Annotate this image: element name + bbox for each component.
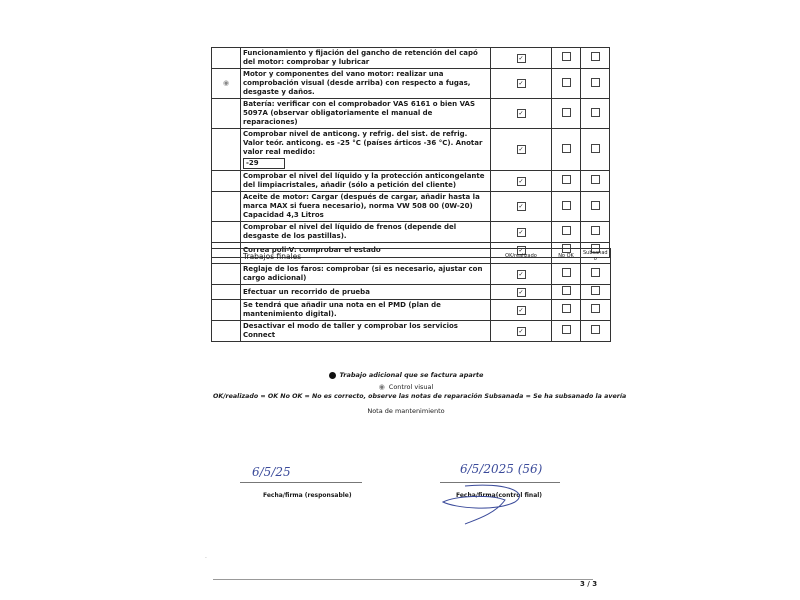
subsanado-checkbox[interactable] [591, 108, 600, 117]
no-ok-cell [552, 222, 581, 243]
ok-cell [491, 69, 552, 99]
no-ok-checkbox[interactable] [562, 175, 571, 184]
row-text: Comprobar el nivel del líquido y la protección anticongelante del limpiacristales, añadir (sólo a petición del cliente) [243, 172, 485, 189]
ok-checkbox[interactable]: ✓ [518, 203, 524, 210]
left-signature-label: Fecha/firma (responsable) [263, 492, 352, 499]
no-ok-cell [552, 69, 581, 99]
row-description [241, 321, 491, 342]
row-icon-cell [212, 321, 241, 342]
header-icon-cell [212, 249, 241, 264]
ok-cell [491, 300, 552, 321]
footer-line [213, 579, 593, 580]
final-works-title: Trabajos finales [241, 249, 491, 264]
no-ok-cell [552, 171, 581, 192]
subsanado-checkbox[interactable] [591, 175, 600, 184]
row-description [241, 99, 491, 129]
row-description [241, 192, 491, 222]
row-text: Reglaje de los faros: comprobar (si es necesario, ajustar con cargo adicional) [243, 265, 483, 282]
right-handwritten-date: 6/5/2025 (56) [460, 462, 543, 476]
row-text: Batería: verificar con el comprobador VAS 6161 o bien VAS 5097A (observar obligatoriamente el manual de reparaciones) [243, 100, 475, 126]
subsanado-checkbox[interactable] [591, 52, 600, 61]
ok-cell [491, 264, 552, 285]
legend-visual-check [211, 383, 601, 391]
no-ok-cell [552, 321, 581, 342]
ok-checkbox[interactable]: ✓ [518, 54, 524, 62]
row-icon-cell [212, 222, 241, 243]
no-ok-checkbox[interactable] [562, 108, 571, 117]
checklist-row [212, 285, 611, 300]
no-ok-cell [552, 285, 581, 300]
right-signature-label: Fecha/firma(control final) [456, 492, 543, 499]
subsanado-checkbox[interactable] [591, 144, 600, 153]
ok-checkbox[interactable]: ✓ [518, 177, 524, 185]
ok-cell [491, 285, 552, 300]
no-ok-checkbox[interactable] [562, 201, 571, 210]
row-description [241, 171, 491, 192]
no-ok-checkbox[interactable] [562, 226, 571, 235]
ok-checkbox[interactable]: ✓ [518, 270, 524, 278]
row-description [241, 69, 491, 99]
row-text: Aceite de motor: Cargar (después de cargar, añadir hasta la marca MAX si fuera necesario), norma VW 508 00 (0W-20) Capacidad 4,3 Litros [243, 193, 480, 219]
no-ok-cell [552, 264, 581, 285]
subsanado-cell [581, 300, 611, 321]
row-text: Desactivar el modo de taller y comprobar los servicios Connect [243, 322, 458, 339]
no-ok-cell [552, 300, 581, 321]
row-text: Comprobar el nivel del líquido de frenos (depende del desgaste de los pastillas). [243, 223, 457, 240]
subsanado-checkbox[interactable] [591, 286, 600, 295]
col-ok-header: OK/realizado [491, 249, 552, 264]
subsanado-cell [581, 171, 610, 192]
row-description [241, 129, 491, 171]
row-text: Motor y componentes del vano motor: realizar una comprobación visual (desde arriba) con respecto a fugas, desgaste y daños. [243, 70, 471, 96]
final-works-header [212, 249, 611, 264]
row-icon-cell [212, 300, 241, 321]
legend-additional-work [211, 371, 601, 379]
ok-checkbox[interactable]: ✓ [518, 288, 524, 296]
no-ok-checkbox[interactable] [562, 78, 571, 87]
ok-checkbox[interactable]: ✓ [518, 246, 524, 254]
no-ok-checkbox[interactable] [562, 325, 571, 334]
subsanado-cell [581, 99, 610, 129]
checklist-row [212, 300, 611, 321]
legend-visual-text: Control visual [388, 383, 434, 391]
maintenance-note-heading: Nota de mantenimiento [367, 407, 445, 415]
row-icon-cell [212, 48, 241, 69]
checklist-row [212, 129, 610, 171]
row-icon-cell [212, 285, 241, 300]
ok-checkbox[interactable]: ✓ [518, 80, 524, 87]
no-ok-checkbox[interactable] [562, 144, 571, 153]
row-icon-cell [212, 99, 241, 129]
no-ok-checkbox[interactable] [562, 304, 571, 313]
no-ok-cell [552, 99, 581, 129]
ok-cell [491, 222, 552, 243]
checklist-row [212, 171, 610, 192]
row-description [241, 48, 491, 69]
col-subsanado-header: Subsanad o [581, 249, 611, 264]
ok-checkbox[interactable]: ✓ [518, 306, 524, 314]
checklist-row [212, 321, 611, 342]
subsanado-cell [581, 321, 611, 342]
subsanado-checkbox[interactable] [591, 268, 600, 277]
ok-cell [491, 171, 552, 192]
subsanado-checkbox[interactable] [591, 325, 600, 334]
ok-checkbox[interactable]: ✓ [518, 146, 524, 153]
page-number: 3 / 3 [580, 580, 598, 588]
subsanado-cell [581, 129, 610, 171]
no-ok-checkbox[interactable] [562, 268, 571, 277]
row-text: Se tendrá que añadir una nota en el PMD (plan de mantenimiento digital). [243, 301, 441, 318]
legend-states: OK/realizado = OK No OK = No es correcto, observe las notas de reparación Subsanada = Se ha subsanado la avería [213, 393, 627, 400]
eye-icon: ◉ [212, 69, 241, 99]
margin-mark: · [205, 555, 207, 562]
legend-additional-text: Trabajo adicional que se factura aparte [339, 371, 484, 379]
subsanado-cell [581, 192, 610, 222]
row-text: Comprobar nivel de anticong. y refrig. del sist. de refrig. Valor teór. anticong. es -25 °C (países árticos -36 °C). Anotar valor real medido: [243, 130, 483, 156]
checklist-row [212, 48, 610, 69]
final-works-table [211, 245, 611, 342]
maintenance-checklist-table [211, 47, 610, 258]
col-no-ok-header: No OK [552, 249, 581, 264]
no-ok-cell [552, 192, 581, 222]
ok-cell [491, 192, 552, 222]
no-ok-checkbox[interactable] [562, 286, 571, 295]
subsanado-cell [581, 285, 611, 300]
row-description [241, 285, 491, 300]
subsanado-checkbox[interactable] [591, 226, 600, 235]
row-description [241, 222, 491, 243]
ok-checkbox[interactable]: ✓ [518, 110, 524, 117]
subsanado-checkbox[interactable] [591, 304, 600, 313]
row-description [241, 300, 491, 321]
eye-icon: ◉ [378, 383, 385, 391]
no-ok-checkbox[interactable] [562, 52, 571, 61]
row-icon-cell [212, 171, 241, 192]
left-handwritten-date: 6/5/25 [252, 465, 291, 479]
row-text: Funcionamiento y fijación del gancho de retención del capó del motor: comprobar y lubricar [243, 49, 478, 66]
row-icon-cell [212, 192, 241, 222]
subsanado-cell [581, 222, 610, 243]
subsanado-checkbox[interactable] [591, 78, 600, 87]
row-description [241, 264, 491, 285]
subsanado-checkbox[interactable] [591, 201, 600, 210]
checklist-row [212, 99, 610, 129]
no-ok-cell [552, 129, 581, 171]
ok-cell [491, 321, 552, 342]
subsanado-cell [581, 69, 610, 99]
left-signature-line [240, 482, 362, 483]
ok-checkbox[interactable]: ✓ [518, 228, 524, 236]
measured-value-field[interactable]: -29 [243, 158, 285, 169]
checklist-row [212, 264, 611, 285]
subsanado-cell [581, 264, 611, 285]
no-ok-cell [552, 48, 581, 69]
ok-cell [491, 99, 552, 129]
row-text: Efectuar un recorrido de prueba [243, 287, 370, 296]
ok-checkbox[interactable]: ✓ [518, 327, 524, 335]
row-text: Correa poli-V: comprobar el estado [243, 245, 381, 254]
checklist-row [212, 192, 610, 222]
handwritten-signature [435, 478, 535, 528]
ok-cell [491, 129, 552, 171]
subsanado-cell [581, 48, 610, 69]
checklist-row [212, 69, 610, 99]
ok-cell [491, 48, 552, 69]
additional-work-dot-icon [329, 372, 336, 379]
row-icon-cell [212, 264, 241, 285]
checklist-row [212, 222, 610, 243]
row-icon-cell [212, 129, 241, 171]
